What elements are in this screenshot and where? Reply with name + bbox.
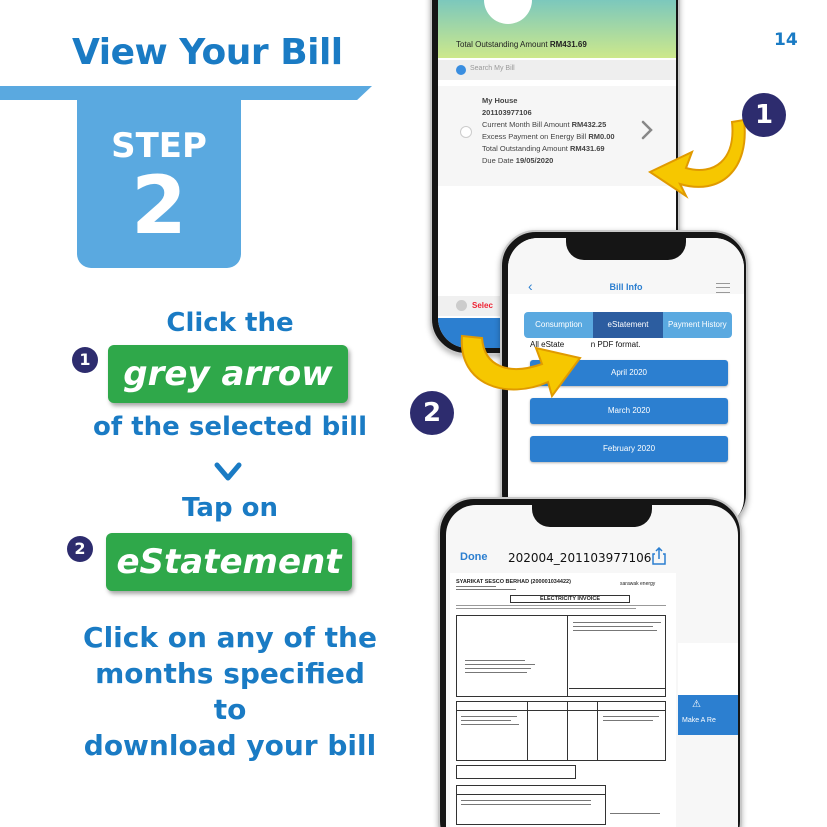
invoice-text-line [461, 716, 517, 717]
select-label[interactable]: Selec [472, 301, 493, 310]
bill-excess-row [482, 132, 615, 141]
invoice-meter-box [456, 785, 606, 825]
step-box [77, 88, 241, 268]
phone-notch [532, 505, 652, 527]
instruction-line-3: download your bill [83, 729, 377, 762]
bill-radio[interactable] [460, 126, 472, 138]
invoice-tax-box [456, 765, 576, 779]
step-badge-2: 2 [67, 536, 93, 562]
instruction-line-2: months specified to [95, 657, 365, 726]
share-icon[interactable] [652, 547, 666, 565]
page-title: View Your Bill [72, 32, 343, 73]
step-badge-1: 1 [72, 347, 98, 373]
invoice-text-line [456, 608, 636, 609]
invoice-text-line [465, 664, 535, 665]
month-button-february-2020[interactable]: February 2020 [530, 436, 728, 462]
invoice-text-line [603, 716, 659, 717]
invoice-summary-box [456, 615, 666, 697]
current-label: Current Month Bill Amount [482, 120, 570, 129]
invoice-text-line [461, 804, 591, 805]
done-button[interactable]: Done [460, 551, 488, 563]
invoice-divider [457, 710, 665, 711]
phone-notch [566, 238, 686, 260]
invoice-logo: sarawak energy [620, 581, 656, 587]
step-label: STEP [111, 126, 207, 166]
phone-estatement-pdf-screen [446, 505, 738, 827]
invoice-divider [567, 616, 568, 696]
tab-payment-history[interactable]: Payment History [667, 320, 727, 329]
callout-badge-1: 1 [742, 93, 786, 137]
header-gradient [438, 0, 676, 58]
bill-total-row [482, 144, 605, 153]
excess-amount: RM0.00 [588, 132, 615, 141]
yellow-arrow-2 [448, 296, 588, 406]
pdf-file-name: 202004_201103977106 [508, 551, 652, 565]
back-icon[interactable]: ‹ [528, 278, 533, 294]
estatement-note-left: All eState [530, 340, 565, 349]
invoice-text-line [573, 622, 661, 623]
search-bar[interactable] [438, 60, 676, 80]
search-input[interactable]: Search My Bill [470, 65, 515, 72]
chevron-down-icon [214, 461, 242, 483]
instruction-line-1: Click on any of the [83, 621, 377, 654]
callout-badge-2: 2 [410, 391, 454, 435]
invoice-text-line [465, 668, 531, 669]
profile-circle [484, 0, 532, 24]
invoice-text-line [456, 586, 496, 587]
invoice-text-line [603, 720, 653, 721]
instruction-download [80, 620, 380, 764]
phone-estatement-pdf [438, 497, 742, 827]
invoice-text-line [461, 724, 519, 725]
bill-name: My House [482, 96, 518, 105]
invoice-charges-box [456, 701, 666, 761]
total-label: Total Outstanding Amount [482, 144, 568, 153]
invoice-text-line [465, 660, 525, 661]
invoice-text-line [456, 605, 666, 606]
search-icon [456, 65, 466, 75]
invoice-document [450, 573, 676, 827]
instruction-tap-on: Tap on [182, 493, 278, 523]
tab-estatement[interactable]: eStatement [593, 312, 662, 338]
bill-current-row [482, 120, 606, 129]
total-outstanding-label: Total Outstanding Amount [456, 40, 548, 49]
make-request-label: Make A Re [682, 717, 716, 724]
menu-icon[interactable] [716, 283, 730, 293]
month-button-march-2020[interactable]: March 2020 [530, 398, 728, 424]
page-number: 14 [774, 30, 798, 50]
tab-consumption[interactable]: Consumption [535, 320, 583, 329]
estatement-note-right: n PDF format. [590, 340, 641, 349]
invoice-text-line [573, 626, 653, 627]
instruction-of-selected-bill: of the selected bill [93, 412, 367, 442]
invoice-text-line [465, 672, 527, 673]
total-amount: RM431.69 [569, 144, 605, 153]
make-request-button[interactable] [678, 695, 738, 735]
total-outstanding-row [456, 40, 587, 49]
bill-account: 201103977106 [482, 108, 532, 117]
invoice-text-line [573, 630, 657, 631]
invoice-heading: ELECTRICITY INVOICE [510, 595, 630, 603]
current-amount: RM432.25 [571, 120, 607, 129]
instruction-click-the: Click the [166, 308, 294, 338]
month-button-april-2020[interactable]: April 2020 [530, 360, 728, 386]
invoice-text-line [610, 813, 660, 814]
grey-arrow-label: grey arrow [108, 345, 348, 403]
due-date: 19/05/2020 [515, 156, 554, 165]
invoice-text-line [461, 800, 591, 801]
total-outstanding-amount: RM431.69 [549, 40, 587, 49]
warning-icon: ⚠ [692, 699, 701, 710]
step-number: 2 [131, 159, 187, 252]
excess-label: Excess Payment on Energy Bill [482, 132, 587, 141]
invoice-text-line [461, 720, 511, 721]
bill-due-row [482, 156, 553, 165]
estatement-label: eStatement [106, 533, 352, 591]
invoice-company: SYARIKAT SESCO BERHAD (200001034422) [456, 579, 571, 585]
bill-info-title: Bill Info [609, 282, 643, 292]
invoice-divider [457, 794, 605, 795]
invoice-divider [569, 688, 665, 689]
invoice-text-line [456, 589, 516, 590]
due-label: Due Date [482, 156, 514, 165]
